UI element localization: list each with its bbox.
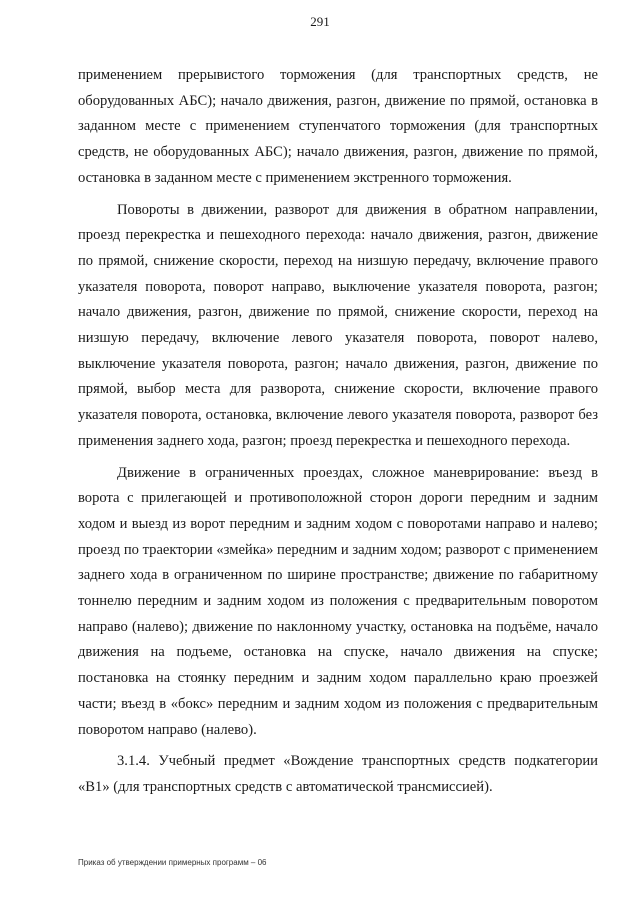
section-heading-3-1-4: 3.1.4. Учебный предмет «Вождение транспортных средств подкатегории «B1» (для транспортных средств с автоматической трансмиссией).: [78, 753, 598, 795]
paragraph-turns: Повороты в движении, разворот для движения в обратном направлении, проезд перекрестка и пешеходного перехода: начало движения, разгон, движение по прямой, снижение скорости, переход на низшую передачу, включение правого указателя поворота, поворот направо, выключение указателя поворота, разгон; начало движения, разгон, движение по прямой, снижение скорости, переход на низшую передачу, включение левого указателя поворота, поворот налево, выключение указателя поворота, разгон; начало движения, разгон, движение по прямой, выбор места для разворота, снижение скорости, включение правого указателя поворота, остановка, включение левого указателя поворота, разворот без применения заднего хода, разгон; проезд перекрестка и пешеходного перехода.: [78, 201, 598, 449]
paragraph-continuation: применением прерывистого торможения (для транспортных средств, не оборудованных АБС); начало движения, разгон, движение по прямой, остановка в заданном месте с применением ступенчатого торможения (для транспортных средств, не оборудованных АБС); начало движения, разгон, движение по прямой, остановка в заданном месте с применением экстренного торможения.: [78, 67, 598, 186]
paragraph-maneuvering: Движение в ограниченных проездах, сложное маневрирование: въезд в ворота с прилегающей и противоположной сторон дороги передним и задним ходом и выезд из ворот передним и задним ходом с поворотами направо и налево; проезд по траектории «змейка» передним и задним ходом; разворот с применением заднего хода в ограниченном по ширине пространстве; движение по габаритному тоннелю передним и задним ходом из положения с предварительным поворотом направо (налево); движение по наклонному участку, остановка на подъёме, начало движения на подъеме, остановка на спуске, начало движения на спуске; постановка на стоянку передним и задним ходом параллельно краю проезжей части; въезд в «бокс» передним и задним ходом из положения с предварительным поворотом направо (налево).: [78, 464, 598, 738]
document-body: [78, 63, 598, 801]
page-number: 291: [310, 14, 330, 29]
footer-note: Приказ об утверждении примерных программ – 06: [78, 858, 267, 867]
